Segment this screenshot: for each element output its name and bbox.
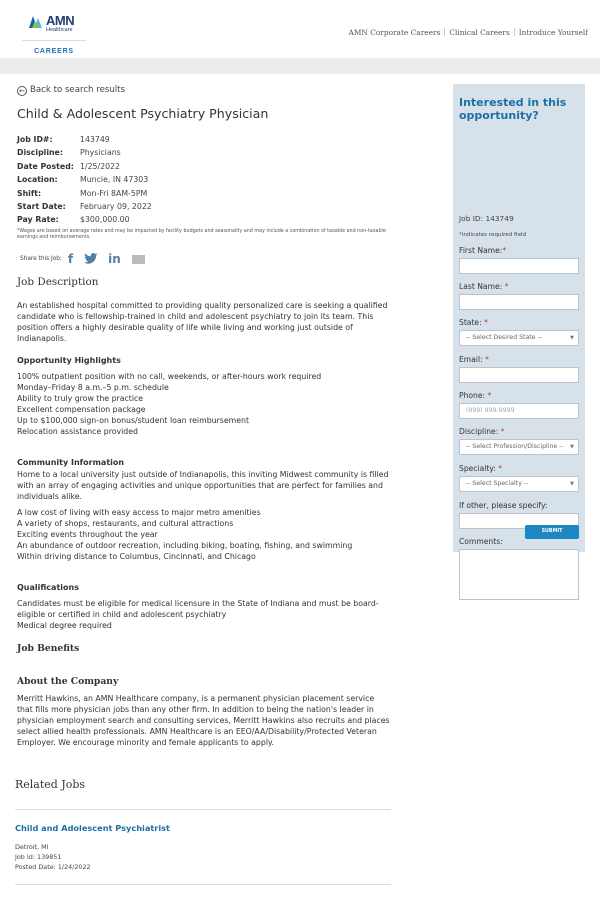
email-icon[interactable] bbox=[132, 255, 145, 264]
wage-disclaimer: *Wages are based on average rates and may be impacted by facility budgets and seasonality and may include a combination of taxable and non-taxable earnings and reimbursements. bbox=[17, 229, 386, 240]
amn-logo[interactable] bbox=[22, 10, 86, 58]
nav-divider bbox=[514, 28, 515, 36]
related-job-item bbox=[15, 823, 170, 872]
phone-label: Phone: * bbox=[459, 391, 492, 400]
meta-row bbox=[17, 200, 152, 213]
careers-label: CAREERS bbox=[34, 48, 74, 55]
state-select[interactable]: -- Select Desired State -- ▼ bbox=[459, 330, 579, 346]
logo-subtext: Healthcare bbox=[46, 27, 73, 33]
list-item: Relocation assistance provided bbox=[17, 427, 138, 436]
about-company-heading: About the Company bbox=[17, 676, 119, 687]
twitter-icon[interactable] bbox=[84, 253, 98, 265]
logo-text: AMN bbox=[46, 13, 75, 28]
description-intro: An established hospital committed to providing quality personalized care is seeking a qualified candidate who is fellowship-trained in child and adolescent psychiatry to join its team. This position offers a highly desirable quality of life while living and working just outside of Indianapolis. bbox=[17, 301, 388, 343]
nav-introduce-yourself[interactable]: Introduce Yourself bbox=[518, 28, 588, 37]
list-item: Medical degree required bbox=[17, 621, 112, 630]
specialty-select[interactable]: -- Select Specialty -- ▼ bbox=[459, 476, 579, 492]
community-intro: Home to a local university just outside of Indianapolis, this inviting Midwest community is filled with an array of engaging activities and unique opportunities that are perfect for families and individuals alike. bbox=[17, 470, 389, 501]
comments-textarea[interactable] bbox=[459, 549, 579, 600]
meta-value: 143749 bbox=[80, 135, 110, 144]
comments-label: Comments: bbox=[459, 537, 503, 546]
list-item: 100% outpatient position with no call, weekends, or after-hours work required bbox=[17, 372, 322, 381]
related-job-location: Detroit, MI bbox=[15, 843, 49, 851]
back-link-label: Back to search results bbox=[30, 85, 126, 95]
qualifications-list bbox=[17, 598, 391, 631]
share-label: Share this Job: bbox=[20, 256, 62, 262]
meta-row bbox=[17, 173, 152, 186]
linkedin-icon[interactable]: in bbox=[108, 252, 121, 266]
last-name-label: Last Name: * bbox=[459, 282, 509, 291]
job-description bbox=[17, 276, 391, 748]
first-name-label: First Name:* bbox=[459, 246, 507, 255]
related-jobs bbox=[15, 778, 391, 791]
job-meta bbox=[17, 133, 152, 227]
nav-clinical-careers[interactable]: Clinical Careers bbox=[449, 28, 510, 37]
nav-divider bbox=[444, 28, 445, 36]
header-band bbox=[0, 58, 600, 74]
discipline-select[interactable]: -- Select Profession/Discipline -- ▼ bbox=[459, 439, 579, 455]
list-item: Monday–Friday 8 a.m.–5 p.m. schedule bbox=[17, 383, 169, 392]
form-job-id: Job ID: 143749 bbox=[459, 214, 514, 223]
job-title: Child & Adolescent Psychiatry Physician bbox=[17, 106, 269, 121]
list-item: Ability to truly grow the practice bbox=[17, 394, 144, 403]
meta-row bbox=[17, 187, 152, 200]
meta-value: $300,000.00 bbox=[80, 215, 130, 225]
back-arrow-icon: ← bbox=[17, 86, 27, 96]
list-item: Candidates must be eligible for medical licensure in the State of Indiana and must be board-eligible or certified in child and adolescent psychiatry bbox=[17, 599, 379, 619]
meta-row bbox=[17, 146, 152, 159]
community-list bbox=[17, 507, 391, 562]
list-item: A low cost of living with easy access to major metro amenities bbox=[17, 508, 261, 517]
meta-value: 1/25/2022 bbox=[80, 161, 120, 171]
first-name-input[interactable] bbox=[459, 258, 579, 274]
divider bbox=[15, 809, 391, 810]
site-header bbox=[0, 0, 600, 58]
meta-value: Physicians bbox=[80, 148, 121, 158]
state-label: State: * bbox=[459, 318, 488, 327]
discipline-label: Discipline: * bbox=[459, 427, 505, 436]
form-title: Interested in this opportunity? bbox=[459, 96, 567, 122]
chevron-down-icon: ▼ bbox=[570, 444, 574, 450]
meta-key: Date Posted: bbox=[17, 161, 74, 171]
facebook-icon[interactable]: f bbox=[67, 252, 74, 266]
job-description-heading: Job Description bbox=[17, 276, 99, 288]
opportunity-heading: Opportunity Highlights bbox=[17, 356, 121, 365]
share-bar bbox=[20, 252, 145, 266]
list-item: An abundance of outdoor recreation, including biking, boating, fishing, and swimming bbox=[17, 541, 353, 550]
chevron-down-icon: ▼ bbox=[570, 481, 574, 487]
email-input[interactable] bbox=[459, 367, 579, 383]
specialty-label: Specialty: * bbox=[459, 464, 503, 473]
related-job-id: Job Id: 139851 bbox=[15, 853, 62, 861]
meta-value: Muncie, IN 47303 bbox=[80, 175, 149, 185]
required-note: *indicates required field bbox=[459, 232, 527, 238]
related-job-posted: Posted Date: 1/24/2022 bbox=[15, 863, 91, 871]
required-note-text: indicates required field bbox=[461, 232, 527, 238]
meta-row bbox=[17, 133, 152, 146]
meta-row bbox=[17, 213, 152, 226]
email-label: Email: * bbox=[459, 355, 489, 364]
meta-key: Pay Rate: bbox=[17, 215, 59, 225]
list-item: Up to $100,000 sign-on bonus/student loan reimbursement bbox=[17, 416, 250, 425]
divider bbox=[15, 884, 391, 885]
back-to-search-link[interactable] bbox=[17, 85, 125, 96]
chevron-down-icon: ▼ bbox=[570, 335, 574, 341]
list-item: Excellent compensation package bbox=[17, 405, 146, 414]
amn-logo-icon bbox=[28, 13, 44, 29]
about-company-text: Merritt Hawkins, an AMN Healthcare company, is a permanent physician placement service that fills more physician jobs than any other firm. In addition to being the nation's leader in physician employment search and consulting services, Merritt Hawkins also recruits and places select allied health professionals. AMN Healthcare is an EEO/AA/Disability/Protected Veteran Employer. We encourage minority and female applicants to apply. bbox=[17, 694, 390, 747]
last-name-input[interactable] bbox=[459, 294, 579, 310]
meta-key: Discipline: bbox=[17, 148, 63, 158]
job-benefits-heading: Job Benefits bbox=[17, 643, 80, 654]
qualifications-heading: Qualifications bbox=[17, 583, 79, 592]
submit-button[interactable]: SUBMIT bbox=[525, 525, 579, 539]
logo-divider bbox=[22, 40, 86, 41]
meta-key: Start Date: bbox=[17, 202, 66, 212]
related-job-title[interactable]: Child and Adolescent Psychiatrist bbox=[15, 823, 170, 833]
list-item: A variety of shops, restaurants, and cultural attractions bbox=[17, 519, 234, 528]
opportunity-list bbox=[17, 371, 391, 437]
phone-input[interactable]: (999) 999-9999 bbox=[459, 403, 579, 419]
list-item: Exciting events throughout the year bbox=[17, 530, 158, 539]
meta-key: Location: bbox=[17, 175, 58, 185]
other-specify-label: If other, please specify: bbox=[459, 501, 548, 510]
meta-key: Shift: bbox=[17, 188, 42, 198]
apply-form bbox=[453, 84, 585, 552]
community-heading: Community Information bbox=[17, 458, 125, 467]
meta-row bbox=[17, 160, 152, 173]
meta-key: Job ID#: bbox=[17, 135, 53, 144]
list-item: Within driving distance to Columbus, Cincinnati, and Chicago bbox=[17, 552, 256, 561]
meta-value: Mon-Fri 8AM-5PM bbox=[80, 188, 148, 198]
top-nav bbox=[348, 28, 588, 37]
related-jobs-heading: Related Jobs bbox=[15, 778, 86, 791]
nav-corporate-careers[interactable]: AMN Corporate Careers bbox=[348, 28, 441, 37]
meta-value: February 09, 2022 bbox=[80, 202, 152, 212]
